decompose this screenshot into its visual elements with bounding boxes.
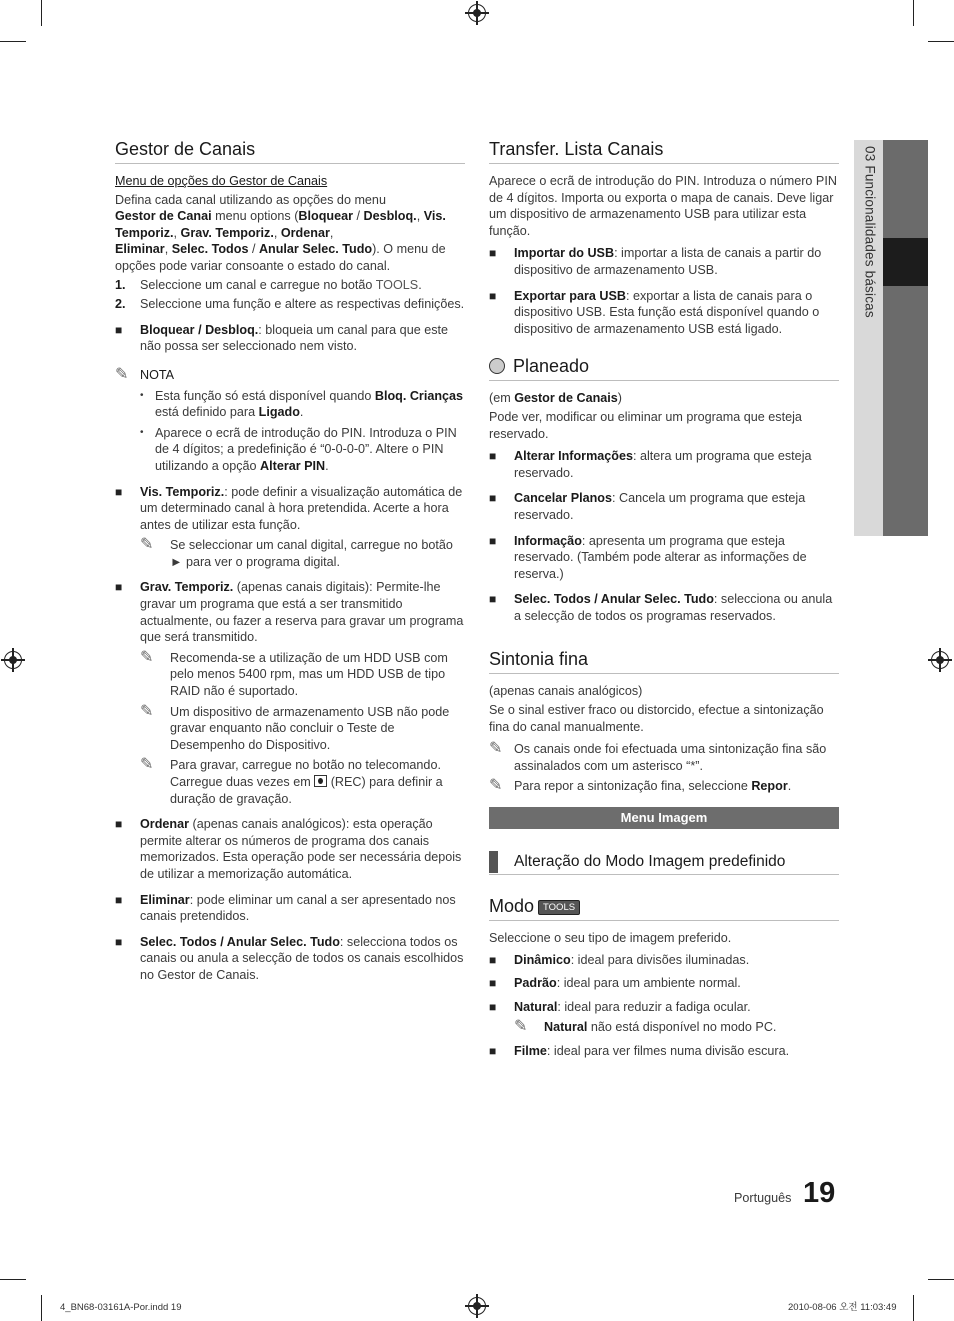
pencil-note-icon: ✎: [140, 702, 154, 720]
crop-mark: [0, 41, 26, 42]
pencil-note-icon: ✎: [489, 777, 503, 795]
chapter-side-tab: [854, 140, 928, 536]
list-item-informacao: ■ Informação: apresenta um programa que esteja reservado. (Também pode alterar as informações de reserva.): [489, 533, 807, 581]
crop-mark: [0, 1279, 26, 1280]
nota-item: • Esta função só está disponível quando Bloq. Crianças está definido para Ligado.: [140, 388, 464, 420]
registration-mark-icon: [931, 651, 949, 669]
list-item-alterar-informacoes: ■ Alterar Informações: altera um programa que esteja reservado.: [489, 449, 812, 480]
crop-mark: [913, 1295, 914, 1321]
crop-mark: [928, 41, 954, 42]
list-item-selec-todos-planeado: ■ Selec. Todos / Anular Selec. Tudo: selecciona ou anula a selecção de todos os programas reservados.: [489, 592, 833, 623]
section-title-planeado: Planeado: [489, 355, 839, 381]
list-item-grav-temporiz: ■ Grav. Temporiz. (apenas canais digitais): Permite-lhe gravar um programa que está a ser transmitido actualmente, ou fazer a reserva para gravar um programa que será transmitido.: [115, 580, 464, 645]
pencil-note-icon: ✎: [140, 648, 154, 666]
transfer-intro: Aparece o ecrã de introdução do PIN. Introduza o número PIN de 4 dígitos. Importa ou exporta o mapa de canais. Deve ligar um dispositivo de armazenamento USB para utilizar esta função.: [489, 174, 837, 238]
rec-button-icon: [314, 775, 327, 787]
section-title-modo: Modo TOOLS: [489, 895, 839, 921]
list-item-cancelar-planos: ■ Cancelar Planos: Cancela um programa que esteja reservado.: [489, 491, 806, 522]
subsection-heading-alteracao: Alteração do Modo Imagem predefinido: [489, 851, 839, 875]
menu-imagem-bar: Menu Imagem: [489, 807, 839, 829]
right-column: [489, 138, 839, 1060]
list-item-ordenar: ■ Ordenar (apenas canais analógicos): esta operação permite alterar os números de programa dos canais memorizados. Esta operação pode ser necessária depois de utilizar a memorização automática.: [115, 817, 462, 881]
list-item-dinamico: ■ Dinâmico: ideal para divisões iluminadas.: [489, 952, 750, 967]
registration-mark-icon: [468, 1297, 486, 1315]
note: ✎ Se seleccionar um canal digital, carregue no botão ► para ver o programa digital.: [140, 536, 453, 569]
section-title-gestor: Gestor de Canais: [115, 138, 465, 164]
registration-mark-icon: [468, 4, 486, 22]
list-item-padrao: ■ Padrão: ideal para um ambiente normal.: [489, 976, 741, 991]
registration-mark-icon: [4, 651, 22, 669]
print-slug-file: 4_BN68-03161A-Por.indd 19: [60, 1302, 182, 1313]
page-number: 19: [803, 1177, 836, 1209]
pencil-note-icon: ✎: [514, 1018, 528, 1036]
sintonia-intro: Se o sinal estiver fraco ou distorcido, efectue a sintonização fina do canal manualmente.: [489, 703, 824, 734]
footer-language: Português: [734, 1191, 792, 1205]
list-item-natural: ■ Natural: ideal para reduzir a fadiga ocular.: [489, 999, 751, 1014]
pencil-note-icon: ✎: [140, 536, 154, 554]
modo-intro: Seleccione o seu tipo de imagem preferido.: [489, 931, 732, 946]
step-1: 1. Seleccione um canal e carregue no botão TOOLS.: [115, 277, 422, 292]
clock-icon: [489, 358, 505, 374]
note: ✎ Os canais onde foi efectuada uma sintonização fina são assinalados com um asterisco “*”.: [489, 740, 827, 773]
list-item-selec-todos: ■ Selec. Todos / Anular Selec. Tudo: selecciona todos os canais ou anula a selecção de todos os canais escolhidos no Gestor de Canais.: [115, 934, 464, 982]
step-2: 2. Seleccione uma função e altere as respectivas definições.: [115, 297, 465, 312]
intro-paragraph: Defina cada canal utilizando as opções do menu Gestor de Canai menu options (Bloquear / Desbloq., Vis. Temporiz., Grav. Temporiz., Ordenar, Eliminar, Selec. Todos / Anular Selec. Tudo). O menu de opções pode variar consoante o estado do canal.: [115, 192, 446, 273]
note: ✎ Natural não está disponível no modo PC.: [514, 1018, 777, 1036]
nota-item: • Aparece o ecrã de introdução do PIN. Introduza o PIN de 4 dígitos; a predefinição é “0-0-0-0”. Altere o PIN utilizando a opção Alterar PIN.: [140, 425, 457, 473]
nota-heading: ✎ NOTA: [115, 365, 175, 383]
note: ✎ Para gravar, carregue no botão no telecomando. Carregue duas vezes em (REC) para definir a duração de gravação.: [140, 756, 443, 806]
crop-mark: [41, 1295, 42, 1321]
submenu-heading: Menu de opções do Gestor de Canais: [115, 174, 328, 188]
list-item-importar: ■ Importar do USB: importar a lista de canais a partir do dispositivo de armazenamento USB.: [489, 246, 822, 277]
print-slug-date: 2010-08-06 오전 11:03:49: [788, 1302, 897, 1313]
crop-mark: [41, 0, 42, 26]
pencil-note-icon: ✎: [489, 740, 503, 758]
pencil-note-icon: ✎: [115, 365, 129, 383]
pencil-note-icon: ✎: [140, 756, 154, 774]
tools-badge-icon: TOOLS: [538, 900, 580, 915]
list-item-filme: ■ Filme: ideal para ver filmes numa divisão escura.: [489, 1044, 790, 1058]
chapter-label: 03 Funcionalidades básicas: [862, 146, 878, 318]
left-column: [115, 138, 465, 984]
note: ✎ Recomenda-se a utilização de um HDD USB com pelo menos 5400 rpm, mas um HDD USB de tipo RAID não é suportado.: [140, 648, 448, 699]
crop-mark: [928, 1279, 954, 1280]
list-item-vis-temporiz: ■ Vis. Temporiz.: pode definir a visualização automática de um determinado canal à hora pretendida. Acerte a hora antes de utilizar esta função.: [115, 484, 463, 532]
planeado-intro: Pode ver, modificar ou eliminar um programa que esteja reservado.: [489, 409, 802, 441]
planeado-context: (em Gestor de Canais): [489, 391, 622, 406]
note: ✎ Um dispositivo de armazenamento USB não pode gravar enquanto não concluir o Teste de Desempenho do Dispositivo.: [140, 702, 450, 752]
list-item-eliminar: ■ Eliminar: pode eliminar um canal a ser apresentado nos canais pretendidos.: [115, 892, 456, 924]
note: ✎ Para repor a sintonização fina, seleccione Repor.: [489, 777, 792, 795]
sintonia-sub: (apenas canais analógicos): [489, 684, 643, 699]
list-item-exportar: ■ Exportar para USB: exportar a lista de canais para o dispositivo USB. Esta função está disponível quando o dispositivo de armazenamento USB está ligado.: [489, 288, 820, 336]
section-title-transfer: Transfer. Lista Canais: [489, 138, 839, 164]
crop-mark: [913, 0, 914, 26]
section-title-sintonia: Sintonia fina: [489, 648, 839, 674]
list-item-bloquear: ■ Bloquear / Desbloq.: bloqueia um canal para que este não possa ser seleccionado nem visto.: [115, 322, 449, 354]
